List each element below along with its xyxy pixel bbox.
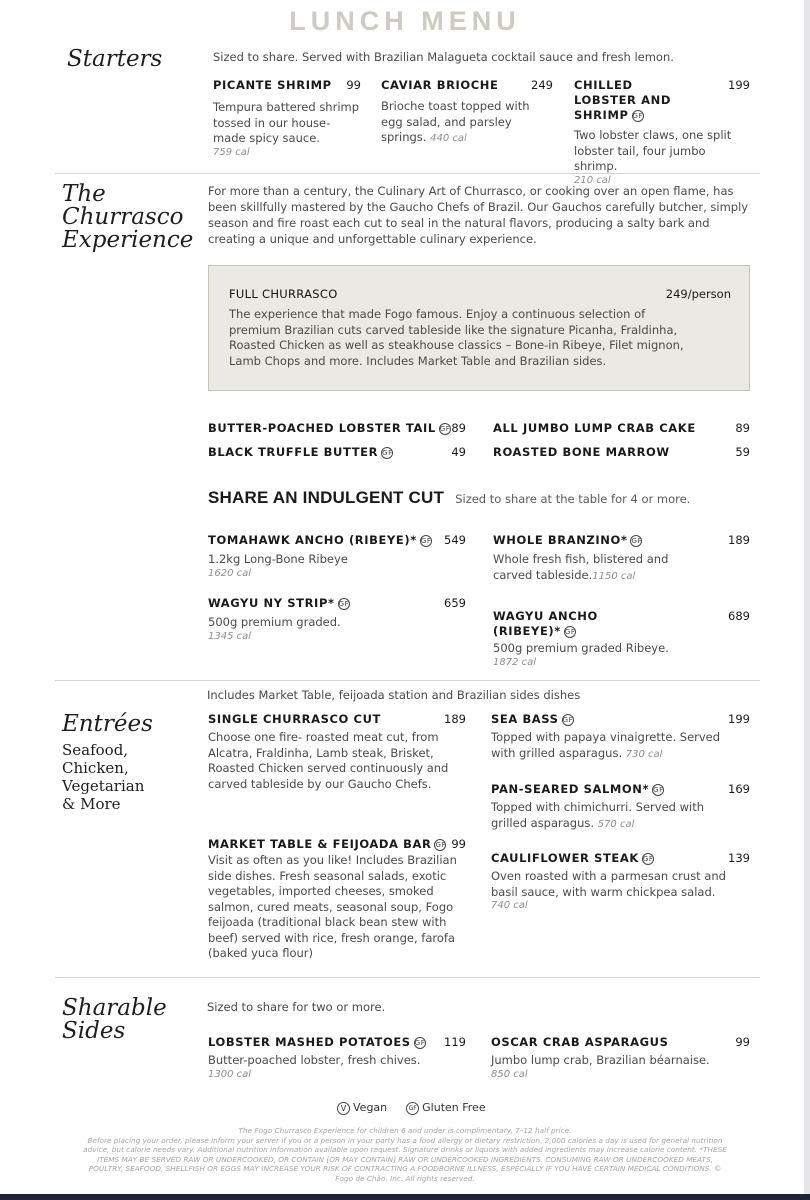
item-desc: Brioche toast topped with egg salad, and parsley springs.	[381, 99, 530, 144]
item-price: 199	[728, 712, 750, 726]
addon-item	[208, 445, 466, 460]
item-name: ALL JUMBO LUMP CRAB CAKE	[493, 421, 696, 435]
item-cal: 1620 cal	[208, 567, 252, 579]
item-name: CHILLED LOBSTER AND SHRIMP	[574, 78, 671, 122]
gluten-free-icon: GF	[632, 111, 644, 120]
full-churrasco-box	[208, 265, 750, 391]
item-price: 249	[531, 78, 553, 92]
section-divider	[55, 680, 760, 681]
item-name: ROASTED BONE MARROW	[493, 445, 670, 459]
page-edge	[804, 0, 810, 1200]
churrasco-title-line: The	[62, 181, 106, 207]
footer-line: Before placing your order, please inform your server if you or a person in your party has a food allergy or dietary restriction. 2,000 calories a day is used for general nutrition advice, but calorie needs vary. Additional nutrition information available upon request. Signature drinks or liquors with added ingredients may increase calorie content. *THESE ITEMS MAY BE SERVED RAW OR UNDERCOOKED, OR CONTAIN [OR MAY CONTAIN] RAW OR UNDERCOOKED INGREDIENTS. CONSUMING RAW OR UNDERCOOKED MEATS, POULTRY, SEAFOOD, SHELLFISH OR EGGS MAY INCREASE YOUR RISK OF CONTRACTING A FOODBORNE ILLNESS, ESPECIALLY IF YOU HAVE CERTAIN MEDICAL CONDITIONS. © Fogo de Chão, Inc. All rights reserved.	[83, 1135, 727, 1183]
item-price: 89	[451, 421, 466, 435]
bottom-bar	[0, 1194, 810, 1200]
menu-item	[491, 712, 750, 762]
item-desc: Jumbo lump crab, Brazilian béarnaise.	[491, 1053, 710, 1067]
churrasco-title-line: Churrasco	[62, 204, 184, 230]
item-price: 139	[728, 851, 750, 865]
menu-item	[208, 533, 466, 579]
footer-disclaimer	[80, 1126, 730, 1183]
item-name: CAVIAR BRIOCHE	[381, 78, 499, 92]
gluten-free-icon: GF	[562, 715, 574, 724]
item-desc: 500g premium graded.	[208, 615, 341, 629]
item-name: WAGYU NY STRIP*	[208, 596, 335, 610]
gluten-free-icon: GF	[420, 536, 432, 545]
menu-item	[574, 78, 750, 186]
addon-item	[208, 421, 466, 436]
entrees-title: Entrées	[62, 711, 153, 737]
item-cal: 570 cal	[597, 818, 635, 830]
item-desc: Two lobster claws, one split lobster tail, four jumbo shrimp.	[574, 128, 732, 173]
menu-item	[208, 1035, 466, 1080]
item-desc: Choose one fire- roasted meat cut, from Alcatra, Fraldinha, Lamb steak, Brisket, Roasted Chicken served continuously and carved tableside by our Gaucho Chefs.	[208, 730, 449, 791]
item-price: 189	[444, 712, 466, 726]
sides-title-line: Sharable	[62, 995, 167, 1021]
item-name: WHOLE BRANZINO*	[493, 533, 628, 547]
item-cal: 1872 cal	[493, 656, 537, 668]
item-cal: 1300 cal	[208, 1068, 252, 1080]
entrees-subtitle-line: Seafood,	[62, 741, 129, 759]
sides-note: Sized to share for two or more.	[207, 1000, 386, 1014]
item-name: SEA BASS	[491, 712, 559, 726]
item-desc: Tempura battered shrimp tossed in our house-made spicy sauce.	[213, 100, 360, 145]
item-price: 169	[728, 782, 750, 796]
item-desc: 500g premium graded Ribeye.	[493, 641, 669, 655]
gluten-free-icon: GF	[642, 854, 654, 863]
menu-item	[493, 533, 750, 584]
item-price: 189	[728, 533, 750, 547]
item-price: 549	[444, 533, 466, 547]
menu-item	[208, 712, 466, 792]
legend-gf-label: Gluten Free	[422, 1101, 486, 1114]
starters-title: Starters	[67, 46, 163, 72]
item-cal: 850 cal	[491, 1068, 528, 1080]
sides-title	[62, 997, 167, 1043]
item-cal: 210 cal	[574, 174, 611, 186]
entrees-subtitle-line: Vegetarian	[62, 777, 145, 795]
menu-item	[493, 609, 750, 668]
gluten-free-icon: GF	[406, 1102, 419, 1115]
item-price: 659	[444, 596, 466, 610]
menu-item	[491, 851, 750, 911]
menu-title: LUNCH MENU	[289, 6, 521, 36]
item-price: 99	[735, 1035, 750, 1049]
gluten-free-icon: GF	[382, 448, 393, 457]
full-churrasco-desc: The experience that made Fogo famous. Enjoy a continuous selection of premium Brazilian cuts carved tableside like the signature Picanha, Fraldinha, Roasted Chicken as well as steakhouse classics – Bone-in Ribeye, Filet mignon, Lamb Chops and more. Includes Market Table and Brazilian sides.	[229, 307, 684, 368]
item-cal: 759 cal	[213, 146, 250, 158]
starters-note: Sized to share. Served with Brazilian Malagueta cocktail sauce and fresh lemon.	[213, 50, 674, 64]
item-price: 199	[728, 78, 750, 92]
share-subtitle: Sized to share at the table for 4 or more.	[455, 492, 691, 506]
gluten-free-icon: GF	[338, 599, 350, 608]
sides-title-line: Sides	[62, 1018, 126, 1044]
item-desc: 1.2kg Long-Bone Ribeye	[208, 552, 348, 566]
item-price: 49	[451, 445, 466, 459]
item-name: OSCAR CRAB ASPARAGUS	[491, 1035, 669, 1049]
item-cal: 1345 cal	[208, 630, 252, 642]
footer-line: The Fogo Churrasco Experience for children 6 and under is complimentary, 7–12 half price.	[238, 1126, 572, 1135]
item-price: 689	[728, 609, 750, 623]
item-desc: Topped with chimichurri. Served with grilled asparagus.	[491, 800, 704, 830]
gluten-free-icon: GF	[439, 424, 451, 433]
entrees-note: Includes Market Table, feijoada station and Brazilian sides dishes	[207, 688, 581, 702]
item-price: 99	[451, 837, 466, 851]
menu-item	[491, 1035, 750, 1080]
churrasco-title	[62, 183, 193, 252]
item-price: 99	[346, 78, 361, 92]
item-desc: Oven roasted with a parmesan crust and basil sauce, with warm chickpea salad.	[491, 869, 726, 899]
item-cal: 730 cal	[625, 748, 663, 760]
item-name: SINGLE CHURRASCO CUT	[208, 712, 381, 726]
gluten-free-icon: GF	[414, 1038, 426, 1047]
item-name: PAN-SEARED SALMON*	[491, 782, 650, 796]
legend	[337, 1101, 486, 1115]
item-name: BLACK TRUFFLE BUTTER	[208, 445, 379, 459]
item-cal: 740 cal	[491, 900, 528, 911]
item-desc: Butter-poached lobster, fresh chives.	[208, 1053, 421, 1067]
item-cal: 440 cal	[430, 133, 467, 144]
menu-item	[381, 78, 553, 147]
gluten-free-icon: GF	[435, 840, 447, 849]
item-name: LOBSTER MASHED POTATOES	[208, 1035, 411, 1049]
gluten-free-icon: GF	[653, 785, 664, 794]
item-name: CAULIFLOWER STEAK	[491, 851, 639, 865]
item-price: 59	[735, 445, 750, 459]
item-price: 89	[735, 421, 750, 435]
full-churrasco-name: FULL CHURRASCO	[229, 287, 338, 301]
addon-item	[493, 421, 750, 436]
gluten-free-icon: GF	[631, 536, 643, 545]
share-heading	[208, 488, 690, 508]
item-name: PICANTE SHRIMP	[213, 78, 332, 92]
churrasco-title-line: Experience	[62, 227, 194, 253]
item-name: TOMAHAWK ANCHO (RIBEYE)*	[208, 533, 417, 547]
legend-vegan-label: Vegan	[353, 1101, 388, 1114]
menu-item	[213, 78, 361, 158]
full-churrasco-price: 249/person	[665, 287, 731, 301]
menu-item	[491, 782, 750, 832]
item-name: WAGYU ANCHO (RIBEYE)*	[493, 609, 598, 638]
item-price: 119	[444, 1035, 466, 1049]
item-desc: Topped with papaya vinaigrette. Served with grilled asparagus.	[491, 730, 721, 760]
item-desc: Visit as often as you like! Includes Brazilian side dishes. Fresh seasonal salads, exotic vegetables, imported cheeses, smoked salmon, cured meats, seasonal soup, Fogo feijoada (traditional black bean stew with beef) served with rice, fresh orange, farofa (baked yuca flour)	[208, 853, 457, 960]
churrasco-intro: For more than a century, the Culinary Art of Churrasco, or cooking over an open flame, has been skillfully mastered by the Gaucho Chefs of Brazil. Our Gauchos carefully butcher, simply season and fire roast each cut to seal in the natural flavors, producing a salty bark and creating a unique and unforgettable culinary experience.	[208, 184, 749, 246]
entrees-subtitle-line: Chicken,	[62, 759, 129, 777]
menu-item	[208, 596, 466, 642]
vegan-icon: V	[337, 1102, 350, 1115]
section-divider	[55, 173, 760, 174]
addon-item	[493, 445, 750, 460]
item-name: BUTTER-POACHED LOBSTER TAIL	[208, 421, 436, 435]
gluten-free-icon: GF	[564, 627, 576, 636]
menu-item	[208, 837, 466, 962]
entrees-subtitle-line: & More	[62, 795, 121, 813]
entrees-subtitle	[62, 741, 144, 813]
item-cal: 1150 cal	[592, 570, 636, 582]
item-name: MARKET TABLE & FEIJOADA BAR	[208, 837, 432, 851]
section-divider	[55, 977, 760, 978]
share-heading-text: SHARE AN INDULGENT CUT	[208, 488, 445, 507]
item-desc: Whole fresh fish, blistered and carved tableside.	[493, 552, 669, 582]
